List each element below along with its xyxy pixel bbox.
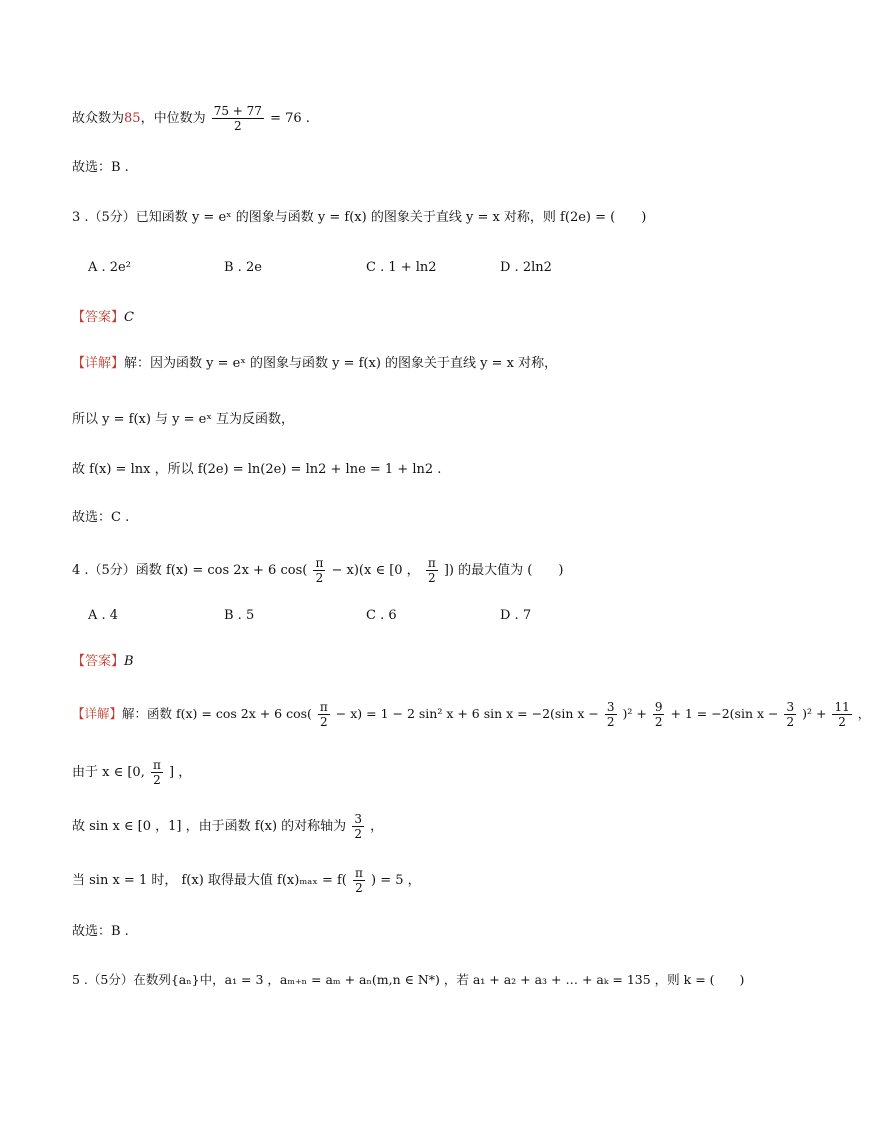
fraction-numerator: 9	[654, 700, 663, 714]
q3-detail	[72, 354, 754, 374]
text-segment: ，中位数为	[140, 111, 206, 126]
text-segment: 故众数为	[72, 111, 125, 126]
text-segment: 解：函数 f(x) = cos 2x + 6 cos(	[122, 706, 312, 721]
q4-detail-line-3	[72, 812, 754, 841]
question-4	[72, 556, 754, 585]
text-segment: 4 .（5分）函数 f(x) = cos 2x + 6 cos(	[72, 563, 308, 578]
q4-options	[88, 606, 754, 626]
text-segment: 当 sin x = 1 时， f(x) 取得最大值 f(x)ₘₐₓ = f(	[72, 873, 347, 888]
fraction-numerator: π	[152, 758, 161, 772]
q3-detail-line-2: 所以 y = f(x) 与 y = eˣ 互为反函数，	[72, 412, 295, 427]
q4-option-a[interactable]: A . 4	[88, 608, 119, 623]
text-segment: ，	[857, 706, 870, 721]
text-segment: 故 sin x ∈ [0 ，1] ，由于函数 f(x) 的对称轴为	[72, 819, 347, 834]
q4-option-c[interactable]: C . 6	[366, 608, 397, 623]
q4-detail-line-2	[72, 758, 754, 787]
text-segment: = 76 .	[270, 111, 310, 126]
fraction	[212, 104, 264, 133]
q3-option-b[interactable]: B . 2e	[224, 260, 262, 275]
q4-detail	[72, 700, 870, 729]
text-segment: − x)(x ∈ [0 ，	[331, 563, 420, 578]
fraction-numerator: 3	[354, 812, 362, 826]
answer-choice-line: 故选：B .	[72, 160, 129, 175]
fraction-denominator: 2	[654, 715, 663, 729]
question-3: 3 .（5分）已知函数 y = eˣ 的图象与函数 y = f(x) 的图象关于直线 y = x 对称，则 f(2e) = ( )	[72, 210, 647, 225]
fraction-numerator: π	[319, 700, 328, 714]
fraction-denominator: 2	[355, 881, 363, 895]
fraction-numerator: 3	[606, 700, 615, 714]
q4-choice: 故选：B .	[72, 924, 129, 939]
fraction-denominator: 2	[153, 773, 161, 787]
text-segment: ，	[370, 819, 384, 834]
mode-value: 85	[124, 111, 141, 126]
fraction-denominator: 2	[320, 715, 328, 729]
fraction	[653, 700, 665, 729]
text-segment: 由于 x ∈ [0,	[72, 765, 145, 780]
fraction	[318, 700, 330, 729]
text-segment: )² +	[622, 706, 647, 721]
answer-label: 【答案】	[72, 654, 125, 669]
q3-option-a[interactable]: A . 2e²	[88, 260, 131, 275]
fraction-numerator: 75 + 77	[213, 104, 262, 118]
detail-text: 解：因为函数 y = eˣ 的图象与函数 y = f(x) 的图象关于直线 y = x 对称，	[124, 356, 558, 371]
q4-answer	[72, 652, 754, 672]
q3-option-d[interactable]: D . 2ln2	[500, 260, 552, 275]
answer-label: 【答案】	[72, 310, 125, 325]
detail-label: 【详解】	[72, 706, 123, 721]
q3-choice: 故选：C .	[72, 510, 130, 525]
fraction	[151, 758, 163, 787]
q3-answer	[72, 308, 754, 328]
fraction	[352, 812, 364, 841]
answer-value: B	[124, 654, 134, 669]
text-segment: − x) = 1 − 2 sin² x + 6 sin x = −2(sin x −	[335, 706, 599, 721]
q3-detail-line-3: 故 f(x) = lnx ，所以 f(2e) = ln(2e) = ln2 + lne = 1 + ln2 .	[72, 462, 442, 477]
fraction-numerator: π	[427, 556, 436, 570]
q3-option-c[interactable]: C . 1 + ln2	[366, 260, 437, 275]
q3-options	[88, 258, 754, 278]
text-segment: )² +	[802, 706, 827, 721]
fraction-denominator: 2	[838, 715, 846, 729]
q4-detail-line-4	[72, 866, 754, 895]
text-segment: ) = 5 ，	[371, 873, 421, 888]
text-segment: ]) 的最大值为 ( )	[443, 563, 564, 578]
fraction-denominator: 2	[354, 827, 362, 841]
detail-label: 【详解】	[72, 356, 125, 371]
q4-option-d[interactable]: D . 7	[500, 608, 532, 623]
fraction-denominator: 2	[786, 715, 795, 729]
fraction	[832, 700, 851, 729]
fraction-numerator: 11	[834, 700, 850, 714]
fraction-denominator: 2	[427, 571, 436, 585]
fraction	[426, 556, 438, 585]
fraction	[313, 556, 325, 585]
fraction	[353, 866, 365, 895]
fraction-numerator: 3	[786, 700, 795, 714]
fraction-numerator: π	[315, 556, 324, 570]
fraction	[605, 700, 617, 729]
text-segment: + 1 = −2(sin x −	[670, 706, 779, 721]
fraction-denominator: 2	[234, 119, 242, 133]
answer-value: C	[124, 310, 134, 325]
q4-option-b[interactable]: B . 5	[224, 608, 255, 623]
fraction-denominator: 2	[315, 571, 324, 585]
question-5: 5 .（5分）在数列{aₙ}中，a₁ = 3 ，aₘ₊ₙ = aₘ + aₙ(m,n ∈ N*) ，若 a₁ + a₂ + a₃ + … + aₖ = 135 ，则 k = ( )	[72, 972, 745, 987]
fraction-denominator: 2	[606, 715, 615, 729]
fraction-numerator: π	[355, 866, 363, 880]
text-segment: ] ，	[169, 765, 192, 780]
fraction	[784, 700, 796, 729]
solution-line-1	[72, 104, 754, 133]
